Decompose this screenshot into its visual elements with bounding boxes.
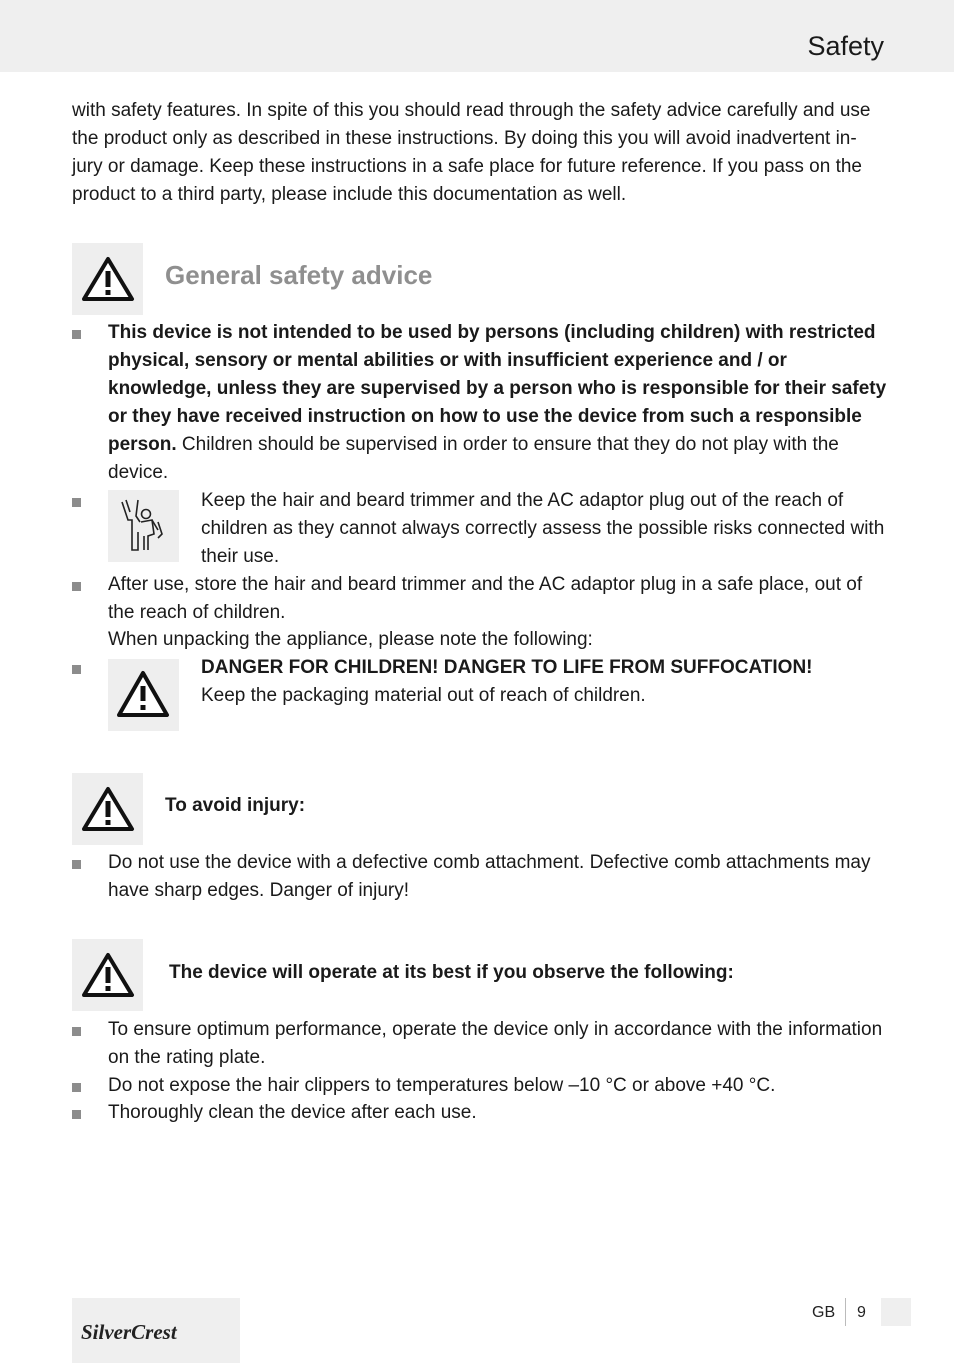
injury-heading: To avoid injury: xyxy=(165,795,306,816)
supervision-warning: This device is not intended to be used by persons (including children) with restricted physical, sensory or mental abilities or with insufficient experience and / or knowledge, unless they are supervised by a person who is responsible for their safety or they have received instruction on how to use the device from such a responsible person. xyxy=(108,322,887,455)
list-item: Keep the packaging material out of reach of children. xyxy=(201,685,646,706)
bullet xyxy=(72,665,81,674)
intro-paragraph: with safety features. In spite of this you should read through the safety advice carefully and use the product only as described in these instructions. By doing this you will avoid inadvertent in-jury or damage. Keep these instructions in a safe place for future reference. If you pass on the product to a third party, please include this documentation as well. xyxy=(72,100,871,205)
list-item xyxy=(108,319,888,487)
warning-triangle-icon xyxy=(72,939,143,1011)
bullet xyxy=(72,582,81,591)
warning-triangle-icon xyxy=(108,659,179,731)
list-item: Keep the hair and beard trimmer and the AC adaptor plug out of the reach of children as they cannot always correctly assess the possible risks connected with their use. xyxy=(201,490,885,567)
list-item: Do not use the device with a defective comb attachment. Defective comb attachments may have sharp edges. Danger of injury! xyxy=(108,852,871,901)
footer-tab xyxy=(881,1298,911,1326)
list-item: Do not expose the hair clippers to temperatures below –10 °C or above +40 °C. xyxy=(108,1075,776,1096)
page-header xyxy=(0,0,954,72)
footer-divider xyxy=(845,1298,846,1326)
best-operation-heading: The device will operate at its best if you observe the following: xyxy=(169,962,734,983)
bullet xyxy=(72,1110,81,1119)
bullet xyxy=(72,860,81,869)
suffocation-danger: DANGER FOR CHILDREN! DANGER TO LIFE FROM SUFFOCATION! xyxy=(201,657,813,678)
general-safety-heading: General safety advice xyxy=(165,260,433,290)
list-item: After use, store the hair and beard trimmer and the AC adaptor plug in a safe place, out of the reach of children. xyxy=(108,574,863,623)
child-hazard-icon xyxy=(108,490,179,562)
bullet xyxy=(72,498,81,507)
unpacking-note: When unpacking the appliance, please note the following: xyxy=(108,629,593,650)
warning-triangle-icon xyxy=(72,773,143,845)
silvercrest-logo xyxy=(72,1298,240,1363)
list-item: Thoroughly clean the device after each use. xyxy=(108,1102,477,1123)
logo-text: SilverCrest xyxy=(81,1320,177,1344)
language-code: GB xyxy=(812,1304,836,1321)
bullet xyxy=(72,1083,81,1092)
supervision-note: Children should be supervised in order to ensure that they do not play with the device. xyxy=(108,434,839,483)
page-title: Safety xyxy=(807,31,884,61)
bullet xyxy=(72,330,81,339)
warning-triangle-icon xyxy=(72,243,143,315)
page-number: 9 xyxy=(857,1304,866,1321)
list-item: To ensure optimum performance, operate the device only in accordance with the information on the rating plate. xyxy=(108,1019,883,1068)
bullet xyxy=(72,1027,81,1036)
